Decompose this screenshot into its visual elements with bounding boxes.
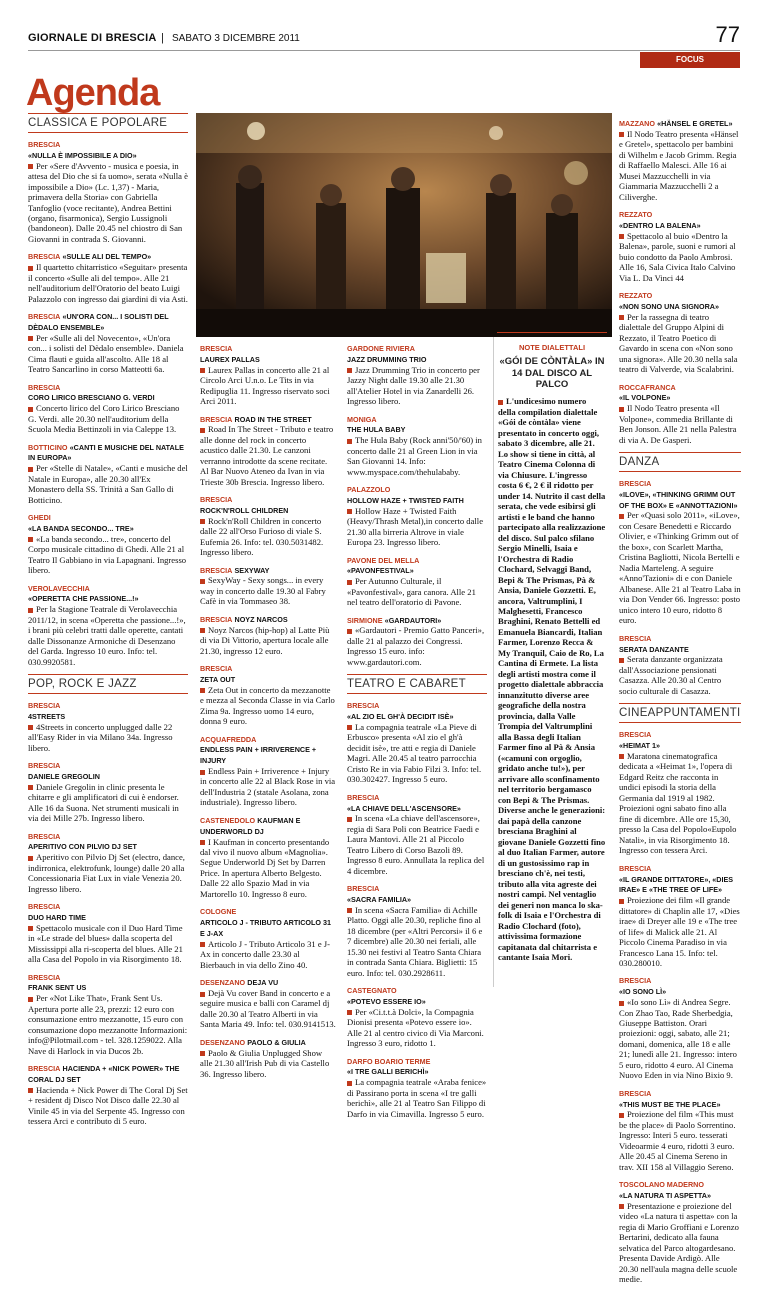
event-item: GARDONE RIVIERA JAZZ DRUMMING TRIO Jazz Drumming Trio in concerto per Jazzy Night dalle 19.30 alle 21.30 all'Atelier Hotel in via Zanardelli 26. Ingresso libero. [347,344,480,407]
event-item: BRESCIA «NULLA È IMPOSSIBILE A DIO» Per «Sere d'Avvento - musica e poesia, in attesa del Dio che si fa uomo», serata «Nulla è impossibile a Dio» (Lc. 1,37) - Maria, primavera della Storia» con Gabriella Tanfoglio (voce recitante), Andrea Bettini (organo, fisarmonica), Sergio Lussignoli (bandoneon). Dalle 20.45 nel chiostro di San Giovanni in contrada S. Giovanni. [28,140,188,244]
event-item: BRESCIA «UN'ORA CON... I SOLISTI DEL DÈDALO ENSEMBLE» Per «Sulle ali del Novecento», «Un'ora con... i solisti del Dèdalo ensemble». Daniela Cima flauti e guida all'ascolto. Alle 18 al Teatro Sancarlino in corso Matteotti 6a. [28,312,184,375]
event-item: BRESCIA «IL GRANDE DITTATORE», «DIES IRAE» E «THE TREE OF LIFE» Proiezione dei film «Il grande dittatore» di Chaplin alle 17, «Dies irae» di Dreyer alle 19 e «The tree of life» di Malick alle 21. Al Piccolo Cinema Paradiso in via Francesco Lana 15. Info: tel. 030.280010. [619,863,740,968]
event-item: BRESCIA «HEIMAT 1» Maratona cinematografica dedicata a «Heimat 1», l'opera di Edgard Reitz che racconta in undici episodi la storia della Germania dal 1919 al 1982. Proiezioni ogni sabato fino alla fine di dicembre. Alle ore 15,30, presso la Casa del Popolo«Eupolo Natali», in via Risorgimento 18. Ingresso con tessera Arci. [619,730,737,856]
event-item: VEROLAVECCHIA «OPERETTA CHE PASSIONE...!» Per la Stagione Teatrale di Verolavecchia 2011/12, in scena «Operetta che passione...!», i brani più celebri tratti dalle operette, cantati dalle Dissonanze Armoniche di Desenzano del Garda. Ingresso 10 euro. Info: tel. 030.9920581. [28,583,186,667]
event-item: BRESCIA CORO LIRICO BRESCIANO G. VERDI Concerto lirico del Coro Lirico Bresciano G. Verdi. alle 20.30 nell'auditorium della Scuola Media Bettinzoli in via Caleppe 13. [28,382,180,435]
newspaper-name: GIORNALE DI BRESCIA [28,32,157,44]
event-item: REZZATO «NON SONO UNA SIGNORA» Per la rassegna di teatro dialettale del Gruppo Alpini di Rezzato, il Teatro Poetico di Gavardo in scena con «Non sono una signora». Alle 20.30 nella sala teatro di Valverde, via Scalabrini. [619,291,738,375]
event-item: CASTEGNATO «POTEVO ESSERE IO» Per «Ci.t.t.à Dolci», la Compagnia Dionisi presenta «Potevo essere io». Alle 21 al centro civico di Via Marconi. Ingresso 3 euro, ridotto 1. [347,986,484,1049]
masthead-separator: | [161,32,164,44]
event-item: BOTTICINO «CANTI E MUSICHE DEL NATALE IN EUROPA» Per «Stelle di Natale», «Canti e musiche del Natale in Europa», alle 20.30 all'Ex Monastero della SS. Trinità a San Gallo di Botticino. [28,442,188,505]
event-item: TOSCOLANO MADERNO «LA NATURA TI ASPETTA» Presentazione e proiezione del video «La natura ti aspetta» con la regia di Mario Groffiani e Lorenzo Bertarini, dedicato alla fauna selvatica del Parco altogardesano. Presenta Davide Ardigò. Alle 20.30 nell'aula magna delle scuole medie. [619,1180,739,1285]
concert-photo-graphic [196,113,612,337]
event-item: DESENZANO DEJA VU Dejà Vu cover Band in concerto e a seguire musica e balli con Caramel dj dalle 20.30 al Teatro Alberti in via Santa Maria 49. Info: tel. 030.9141513. [200,978,336,1030]
event-item: BRESCIA SEXYWAY SexyWay - Sexy songs... in every way in concerto dalle 19.30 al Fabry Cafè in via Tommaseo 38. [200,565,326,607]
event-item: COLOGNE ARTICOLO J - TRIBUTO ARTICOLO 31 E J-AX Articolo J - Tributo Articolo 31 e J-Ax in concerto dalle 23.30 al Bierbauch in via dello Zino 40. [200,907,331,970]
event-item: BRESCIA LAUREX PALLAS Laurex Pallas in concerto alle 21 al Circolo Arci U.n.o. Le Tits in via Redipuglia 11. Ingresso riservato soci Arci 2011. [200,344,330,407]
masthead [28,22,740,50]
column-divider [493,337,494,987]
event-item: REZZATO «DENTRO LA BALENA» Spettacolo al buio «Dentro la Balena», parole, suoni e rumori al buio condotto da Paolo Ambrosi. Alle 16, Sala Civica Italo Calvino Via L. Da Vinci 44 [619,210,736,283]
note-dialettali-tag: NOTE DIALETTALI [518,343,586,352]
note-dialettali-headline: «GÓI DE CÒNTÀLA» IN 14 DAL DISCO AL PALCO [499,356,605,390]
event-item: BRESCIA «THIS MUST BE THE PLACE» Proiezione del film «This must be the place» di Paolo Sorrentino. Ingresso: Interi 5 euro. tesserati Videoarmie 4 euro, ridotti 3 euro. Alle 20.45 al Cinema Sereno in trav. XII 158 al Villaggio Sereno. [619,1088,736,1172]
page-title: Agenda [26,72,160,114]
event-item: BRESCIA NOYZ NARCOS Noyz Narcos (hip-hop) al Latte Più di via Di Vittorio, apertura locale alle 21.30, ingresso 12 euro. [200,614,330,656]
event-item: BRESCIA «AL ZIO EL GH'À DECIDIT ISÈ» La compagnia teatrale «La Pieve di Erbusco» presenta «Al zio el gh'à decidit isè», tre atti e regia di Daniele Magri. Alle 20.45 al teatro parrocchia Cristo Re in via Fabio Filzi 3. Info: tel. 030.302427. Ingresso 5 euro. [347,701,482,785]
section-heading-teatro: TEATRO E CABARET [347,674,487,694]
event-item: MAZZANO «HÄNSEL E GRETEL» Il Nodo Teatro presenta «Hänsel e Gretel», spettacolo per bambini di Wilhelm e Jacob Grimm. Regia di Raffaello Malesci. Alle 16 ai Musei Mazzucchelli in via Giammaria Mazzucchelli 2 a Ciliverghe. [619,119,739,202]
event-item: MONIGA THE HULA BABY The Hula Baby (Rock anni'50/'60) in concerto dalle 21 al Green Lion in via San Giovanni 14. Info: www.myspace.com/thehulababy. [347,414,482,477]
event-item: SIRMIONE «GARDAUTORI» «Gardautori - Premio Gatto Panceri», dalle 21 al palazzo dei Congressi. Ingresso 15 euro. info: www.gardautori.com. [347,615,485,667]
column-2 [200,343,336,1086]
event-item: ROCCAFRANCA «IL VOLPONE» Il Nodo Teatro presenta «Il Volpone», commedia Brillante di Ben Jonson. Alle 21 nella Palestra di via A. De Gasperi. [619,382,737,445]
event-item: BRESCIA «SACRA FAMILIA» In scena «Sacra Familia» di Achille Platto. Oggi alle 20.30, repliche fino al 18 dicembre (per «Altri Percorsi» il 6 e 7 dicembre) alle 20.30 nei feriali, alle 15.30 nei festivi al Teatro Santa Chiara in contrada Santa Chiara. Biglietti: 15 euro. Info: tel. 030.2928611. [347,884,483,978]
event-item: BRESCIA APERITIVO CON PILVIO DJ SET Aperitivo con Pilvio Dj Set (electro, dance, indirronica, elektrofunk, lounge) dalle 20 alla Concessionaria Fiat Lux in viale Venezia 20. Ingresso libero. [28,831,185,894]
section-heading-danza: DANZA [619,452,741,472]
event-item: BRESCIA DANIELE GREGOLIN Daniele Gregolin in clinic presenta le chitarre e gli amplificatori di cui è endorser. Alle 16 da Suona. Net strumenti musicali in via dei Mille 27b. Ingresso libero. [28,761,179,824]
event-item: PAVONE DEL MELLA «PAVONFESTIVAL» Per Autunno Culturale, il «Pavonfestival», gara canora. Alle 21 nel teatro dell'oratorio di Pavone. [347,555,476,608]
masthead-rule [28,50,740,51]
event-item: PALAZZOLO HOLLOW HAZE + TWISTED FAITH Hollow Haze + Twisted Faith (Heavy/Thrash Metal),in concerto dalle 21.30 alla birreria Altrove in viale Europa 23. Ingresso libero. [347,485,484,548]
event-item: BRESCIA DUO HARD TIME Spettacolo musicale con il Duo Hard Time in «Le strade del blues» dalla scoperta del Mississippi alla ri-scoperta del blues. Alle 21 alla Casa del Popolo in via Risorgimento 18. [28,902,183,965]
event-item: BRESCIA ZETA OUT Zeta Out in concerto da mezzanotte e mezza al Seconda Classe in via Carlo Zima 9a. Ingresso uomo 14 euro, donna 9 euro. [200,664,335,727]
event-item: BRESCIA 4STREETS 4Streets in concerto unplugged dalle 22 all'Easy Rider in via Milano 34a. Ingresso libero. [28,701,173,753]
issue-date: SABATO 3 DICEMBRE 2011 [172,33,300,44]
focus-tag: FOCUS [640,52,740,68]
section-heading-cineappuntamenti: CINEAPPUNTAMENTI [619,703,741,723]
event-item: DARFO BOARIO TERME «I TRE GALLI BERICHÌ» La compagnia teatrale «Araba fenice» di Passirano porta in scena «I tre galli berichì», alle 21 al Teatro San Filippo di Darfo in via Cimavilla. Ingresso 5 euro. [347,1056,487,1119]
event-item: ACQUAFREDDA ENDLESS PAIN + IRRIVERENCE + INJURY Endless Pain + Irriverence + Injury in concerto alle 22 al Black Rose in via dell'Industria 2 (statale Asolana, zona industriale). Ingresso libero. [200,734,336,808]
event-item: BRESCIA «ILOVE», «THINKING GRIMM OUT OF THE BOX» E «ANNOTTAZIONI» Per «Quasi solo 2011», «iLove», con Cesare Benedetti e Riccardo Olivier, e «Thinking Grimm out of the box», con Scarlett Martha, Cristina Bagliotti, Nicola Bertelli e Nadia Marteleng. A seguire «Anno'Tazioni» di e con Daniele Albanese. Alle 21 al Teatro Laba in via Don Vender 66. Ingresso: posto unico intero 10 euro, ridotto 8 euro. [619,479,741,626]
event-item: BRESCIA FRANK SENT US Per «Not Like That», Frank Sent Us. Apertura porte alle 23, prezzi: 12 euro con consumazione entro mezzanotte, 15 euro con consumazione dopo mezzanotte Informazioni: info@Pilotmail.com - tel. 328.1259022. Alla Nave di Harlock in via Ducos 2b. [28,972,188,1056]
event-item: BRESCIA ROCK'N'ROLL CHILDREN Rock'n'Roll Children in concerto dalle 22 all'Orso Furioso di viale S. Eufemia 26. Info: tel. 030.5031482. Ingresso libero. [200,495,324,558]
event-item: BRESCIA ROAD IN THE STREET Road In The Street - Tributo e teatro alle donne del rock in concerto acustico dalle 21.30. Le canzoni verranno introdotte da scene recitate. Al Bar Nuovo Ateneo da Ivan in via Trieste 30b Brescia. Ingresso libero. [200,414,334,487]
note-dialettali-body: L'undicesimo numero della compilation dialettale «Gói de còntàla» viene presentato in concerto oggi, sabato 3 dicembre, alle 21. Lo show si tiene in città, al Teatro Cinema Colonna di via Chiusure. L'ingresso costa 6 €, 2 € il ridotto per under 14. Nutrito il cast della serata, che vede esibirsi gli artisti e le band che hanno partecipato alla realizzazione del disco. Sul palco sfilano Sergio Minelli, Isaia e l'Orchestra di Radio Clochard, Selvaggi Band, Bepi & The Prismas, Pà & Ansia, Daniele Gozzetti. E, ancora, Valtrumplini, I Malghesetti, Francesco Braghini, Renato Bettelli ed Emanuela Biancardi, Italian Farmer, Lorenzo Recca & My Tranquil, Caio de Ro, La Cantina di Ermete. La lista degli artisti mostra come il progetto dialettale abbraccia innanzitutto diverse aree geografiche della nostra provincia, dalla Valle Trompia del Valtrumplini alla Bassa degli Italian Farmer fino al Pà & Ansia («camuni con orgoglio, gridato anche tu!»), per arrivare allo sconfinamento nel territorio bergamasco con Bepi & The Prismas. Diverse anche le generazioni: dai papà della canzone bresciana Braghini al giovane Daniele Gozzetti fino al duo Italian Farmer, autore di un gustosissimo rap in bresciano ch'è, nei testi, tributo alla vita agreste dei nostri campi. Nel ventaglio dei generi non manca lo ska-folk di Isaia e l'Orchestra di Radio Clochard (foto), attivissima formazione capitanata dal chitarrista e cantante Isaia Mori. [498,396,606,962]
note-dialettali-rule [497,332,607,333]
page-number: 77 [715,22,740,47]
section-heading-pop-rock-jazz: POP, ROCK E JAZZ [28,674,188,694]
column-5 [619,118,741,1292]
event-item: BRESCIA HACIENDA + «NICK POWER» THE CORAL DJ SET Hacienda + Nick Power di The Coral Dj Set + resident dj Disco Not Disco dalle 22.30 al Vinile 45 in via del Serpente 45. Ingresso con tessera Arci e contributo di 5 euro. [28,1064,188,1127]
column-note-dialettali [498,343,606,962]
column-classica-pop [28,113,188,1134]
section-heading-classica: CLASSICA E POPOLARE [28,113,188,133]
event-item: CASTENEDOLO KAUFMAN E UNDERWORLD DJ I Kaufman in concerto presentando dal vivo il nuovo album «Magnolia». Segue Underworld Dj Set by Darren Price. In apertura Alberto Belgesto. Dalle 22 allo Spazio Mad in via Martorello 10. Ingresso 8 euro. [200,815,330,899]
event-item: BRESCIA «LA CHIAVE DELL'ASCENSORE» In scena «La chiave dell'ascensore», regia di Sara Poli con Beatrice Faedi e Laura Mantovi. Alle 21 al Piccolo Teatro Libero di Corso Bazoli 89. Ingresso 8 euro. Annullata la replica del 4 dicembre. [347,792,485,876]
concert-photo [196,113,612,337]
event-item: DESENZANO PAOLO & GIULIA Paolo & Giulia Unplugged Show alle 21.30 all'Irish Pub di via Castello 36. Ingresso libero. [200,1037,330,1079]
event-item: BRESCIA «SULLE ALI DEL TEMPO» Il quartetto chitarristico «Seguitar» presenta il concerto «Sulle ali del tempo». Alle 21 nell'auditorium dell'Oratorio del beato Luigi Palazzolo con ingresso dai giardini di via Asti. [28,252,188,304]
event-item: BRESCIA «IO SONO LÌ» «Io sono Lì» di Andrea Segre. Con Zhao Tao, Rade Sherbedgia, Giuseppe Battiston. Orari proiezioni: oggi, sabato, alle 21; domani, domenica, alle 18 e alle 21; lunedì alle 21. Ingresso: intero 5 euro, ridotto 4 euro. Al Cinema Nuovo Eden in via Nino Bixio 9. [619,976,737,1081]
event-item: GHEDI «LA BANDA SECONDO... TRE» «La banda secondo... tre», concerto del Corpo musicale cittadino di Ghedi. Alle 21 al Teatro Il Gabbiano in via Lapagnani. Ingresso libero. [28,513,187,576]
column-3 [347,343,487,1126]
event-item: BRESCIA SERATA DANZANTE Serata danzante organizzata dall'Associazione pensionati Casazza. Alle 20.30 al Centro socio culturale di Casazza. [619,633,723,696]
